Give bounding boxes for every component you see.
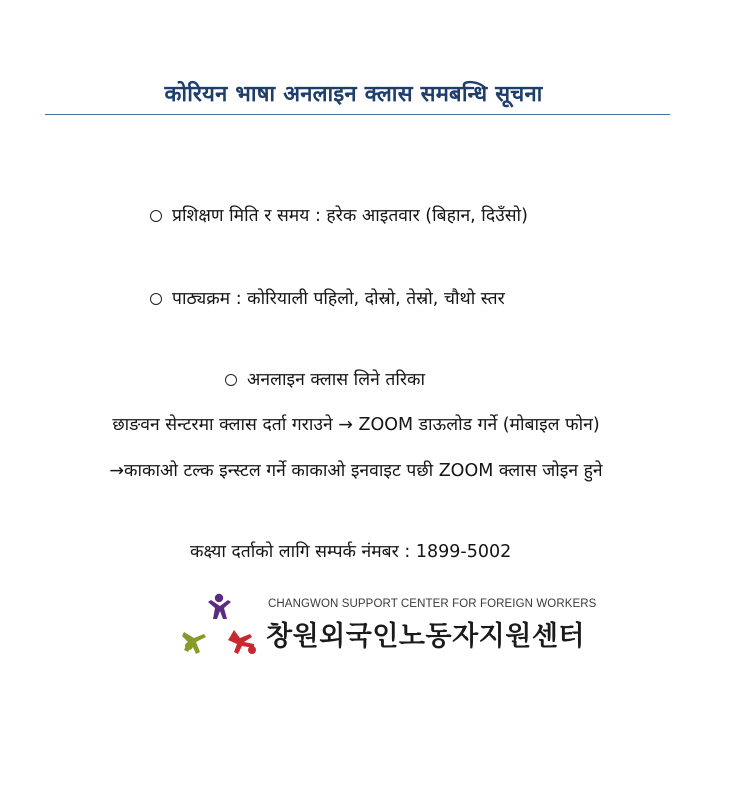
method-step-1: छाङवन सेन्टरमा क्लास दर्ता गराउने → ZOOM डाऊलोड गर्ने (मोबाइल फोन) <box>112 415 600 435</box>
title-divider <box>45 114 670 115</box>
curriculum-text: पाठ्यक्रम : कोरियाली पहिलो, दोस्रो, तेस्रो, चौथो स्तर <box>172 289 505 309</box>
circle-bullet-icon <box>150 210 162 222</box>
curriculum-line <box>150 286 505 310</box>
contact-line: कक्ष्या दर्ताको लागि सम्पर्क नंमबर : 1899-5002 <box>190 542 512 562</box>
training-schedule-text: प्रशिक्षण मिति र समय : हरेक आइतवार (बिहान, दिउँसो) <box>172 206 528 226</box>
red-figure-icon <box>228 630 256 654</box>
method-step-2: →काकाओ टल्क इन्स्टल गर्ने काकाओ इनवाइट पछी ZOOM क्लास जोइन हुने <box>109 461 603 481</box>
people-figures-icon <box>182 592 264 658</box>
method-heading-line <box>225 367 425 391</box>
organization-logo <box>182 590 597 660</box>
olive-figure-icon <box>182 632 206 654</box>
logo-english-name: CHANGWON SUPPORT CENTER FOR FOREIGN WORKERS <box>268 598 597 610</box>
document-title: कोरियन भाषा अनलाइन क्लास समबन्धि सूचना <box>164 82 543 107</box>
logo-korean-name: 창원외국인노동자지원센터 <box>266 621 585 652</box>
purple-figure-icon <box>208 594 231 619</box>
circle-bullet-icon <box>225 374 237 386</box>
circle-bullet-icon <box>150 293 162 305</box>
method-heading-text: अनलाइन क्लास लिने तरिका <box>247 370 425 390</box>
training-schedule-line <box>150 203 528 227</box>
